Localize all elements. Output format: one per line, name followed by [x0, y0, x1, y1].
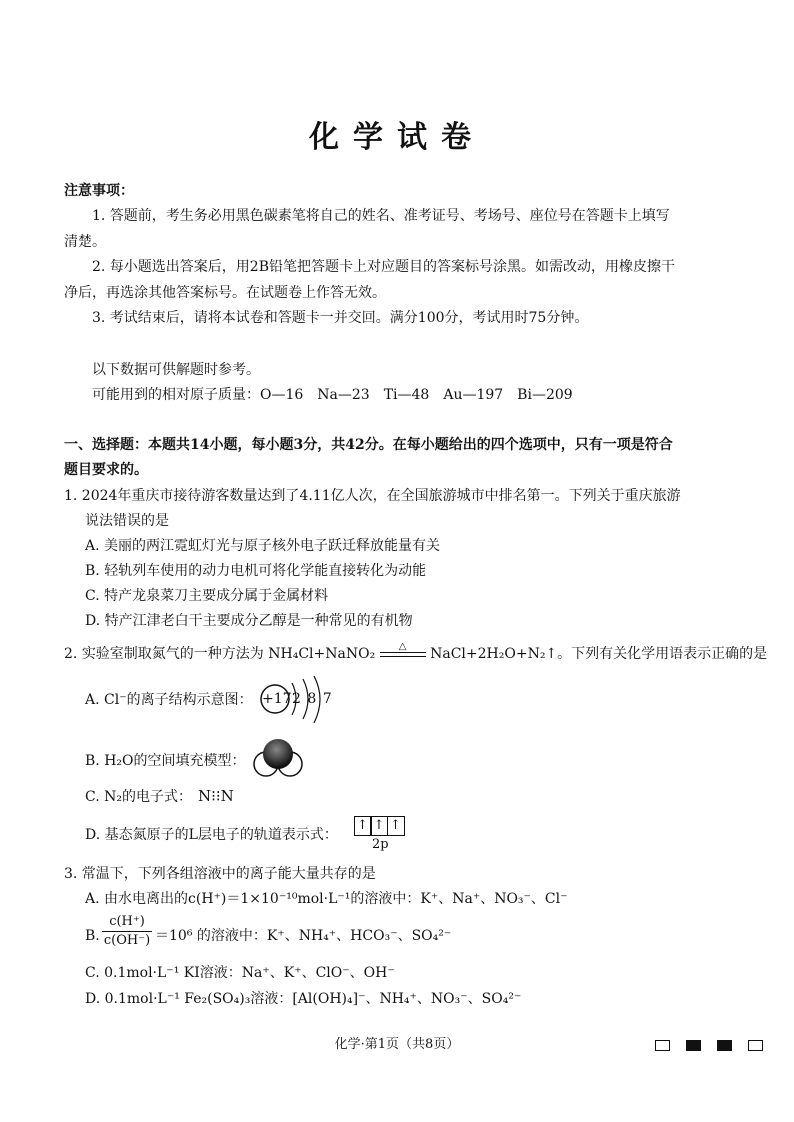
heat-condition: △: [398, 640, 407, 652]
q2-stem-post: 。下列有关化学用语表示正确的是: [557, 646, 768, 662]
notice-item: 2. 每小题选出答案后，用2B铅笔把答题卡上对应题目的答案标号涂黑。如需改动，用橡皮擦干: [92, 259, 676, 275]
oxygen-atom: [263, 739, 293, 769]
q2-reactants: NH₄Cl+NaNO₂: [268, 646, 376, 662]
q2-stem-pre: 实验室制取氮气的一种方法为: [81, 646, 264, 662]
q2-stem: [64, 640, 768, 663]
q3-option-d: D. 0.1mol·L⁻¹ Fe₂(SO₄)₃溶液：[Al(OH)₄]⁻、NH₄⁺、NO₃⁻、SO₄²⁻: [85, 991, 522, 1007]
q3-option-a: A. 由水电离出的c(H⁺)＝1×10⁻¹⁰mol·L⁻¹的溶液中：K⁺、Na⁺、NO₃⁻、Cl⁻: [85, 891, 568, 907]
page-footer: 化学·第1页（共8页）: [334, 1037, 460, 1052]
nucleus-charge: +17: [262, 691, 292, 707]
notice-item: 净后，再选涂其他答案标号。在试题卷上作答无效。: [64, 285, 386, 301]
n2-electron-formula: N⁝⁝N: [198, 787, 234, 805]
fraction-numerator: c(H⁺): [109, 914, 145, 929]
data-note: 以下数据可供解题时参考。: [92, 362, 260, 378]
q2-option-c: C. N₂的电子式：: [85, 789, 192, 805]
fraction-bar: [102, 931, 152, 932]
alignment-mark: [748, 1040, 763, 1051]
orbital-box: ↑: [354, 816, 372, 836]
alignment-mark: [717, 1040, 732, 1051]
q2-products: NaCl+2H₂O+N₂↑: [430, 646, 558, 662]
section-heading-cont: 题目要求的。: [64, 462, 148, 478]
q1-option-d: D. 特产江津老白干主要成分乙醇是一种常见的有机物: [85, 613, 413, 629]
orbital-diagram: [355, 814, 405, 836]
q3-stem: 3. 常温下，下列各组溶液中的离子能大量共存的是: [64, 866, 376, 882]
notice-heading: 注意事项：: [64, 183, 134, 199]
atomic-mass-line: 可能用到的相对原子质量：O—16 Na—23 Ti—48 Au—197 Bi—209: [92, 387, 573, 403]
electron-counts: 2 8 7: [292, 691, 332, 707]
q2-option-d: D. 基态氮原子的L层电子的轨道表示式：: [85, 827, 338, 843]
orbital-box: ↑: [370, 816, 388, 836]
reaction-arrow: [380, 640, 426, 657]
section-heading: 一、选择题：本题共14小题，每小题3分，共42分。在每小题给出的四个选项中，只有一项是符合: [64, 437, 673, 453]
water-space-filling-model: [251, 736, 305, 780]
orbital-box: ↑: [387, 816, 405, 836]
notice-item: 清楚。: [64, 234, 106, 250]
orbital-label: 2p: [372, 837, 389, 852]
q3-option-b-label: B.: [85, 928, 100, 944]
q1-option-c: C. 特产龙泉菜刀主要成分属于金属材料: [85, 588, 329, 604]
alignment-mark: [655, 1040, 670, 1051]
q1-option-a: A. 美丽的两江霓虹灯光与原子核外电子跃迁释放能量有关: [85, 538, 441, 554]
q2-option-a: A. Cl⁻的离子结构示意图：: [85, 692, 253, 708]
q2-option-b: B. H₂O的空间填充模型：: [85, 753, 246, 769]
q3-option-b: ＝10⁶ 的溶液中：K⁺、NH₄⁺、HCO₃⁻、SO₄²⁻: [155, 928, 452, 944]
alignment-mark: [686, 1040, 701, 1051]
q1-option-b: B. 轻轨列车使用的动力电机可将化学能直接转化为动能: [85, 563, 427, 579]
notice-item: 1. 答题前，考生务必用黑色碳素笔将自己的姓名、准考证号、考场号、座位号在答题卡上填写: [92, 208, 670, 224]
q1-stem-cont: 说法错误的是: [85, 513, 169, 529]
fraction-denominator: c(OH⁻): [103, 933, 151, 948]
q1-stem: 1. 2024年重庆市接待游客数量达到了4.11亿人次，在全国旅游城市中排名第一。下列关于重庆旅游: [64, 488, 681, 504]
fraction: [102, 914, 152, 949]
q3-option-c: C. 0.1mol·L⁻¹ KI溶液：Na⁺、K⁺、ClO⁻、OH⁻: [85, 965, 395, 981]
q2-number: 2.: [64, 646, 78, 662]
page-title: 化学试卷: [309, 120, 485, 155]
notice-item: 3. 考试结束后，请将本试卷和答题卡一并交回。满分100分，考试用时75分钟。: [92, 310, 589, 326]
